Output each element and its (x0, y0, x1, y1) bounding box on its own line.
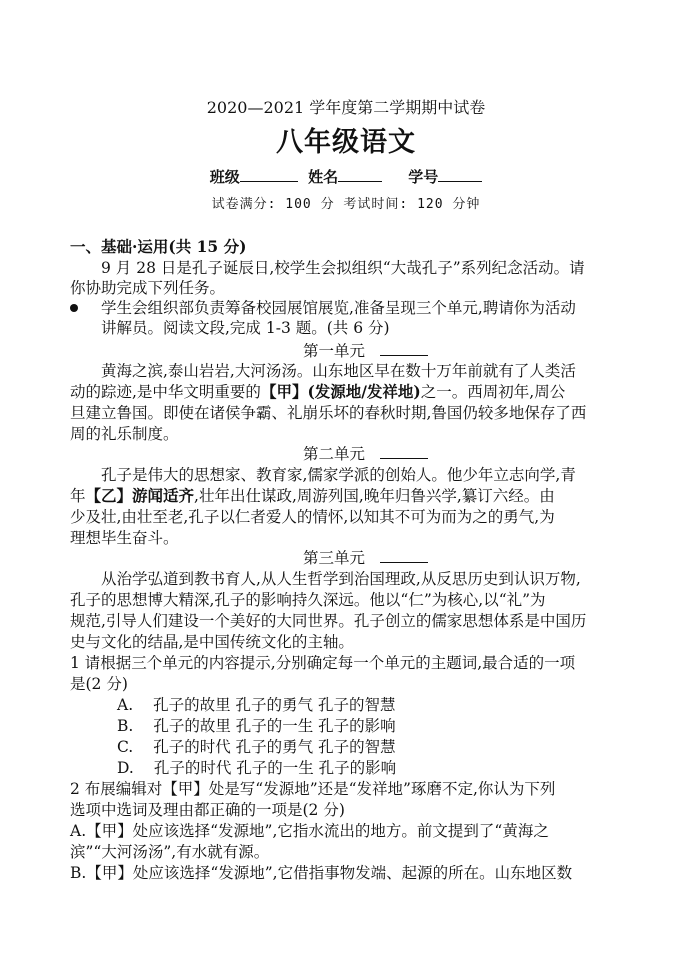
unit-heading (303, 444, 428, 464)
passage-line (70, 486, 555, 506)
option-text: 孔子的故里 孔子的一生 孔子的影响 (153, 717, 396, 735)
blank-jia: 【甲】(发源地/发祥地) (260, 382, 421, 401)
passage-line: 规范,引导人们建设一个美好的大同世界。孔子创立的儒家思想体系是中国历 (70, 612, 587, 630)
passage-text: 动的踪迹,是中华文明重要的 (70, 383, 261, 401)
exam-meta: 试卷满分: 100 分 考试时间: 120 分钟 (211, 197, 481, 212)
unit-label: 第二单元 (303, 445, 366, 463)
question-stem: 是(2 分) (70, 675, 128, 693)
option-a[interactable]: A.【甲】处应该选择“发源地”,它指水流出的地方。前文提到了“黄海之 (70, 822, 549, 840)
question-stem: 1 请根据三个单元的内容提示,分别确定每一个单元的主题词,最合适的一项 (70, 654, 576, 672)
passage-line: 理想毕生奋斗。 (70, 529, 179, 547)
passage-line: 旦建立鲁国。即使在诸侯争霸、礼崩乐坏的春秋时期,鲁国仍较多地保存了西 (70, 404, 587, 422)
class-blank[interactable] (240, 167, 298, 182)
passage-line: 少及壮,由壮至老,孔子以仁者爱人的情怀,以知其不可为而为之的勇气,为 (70, 508, 555, 526)
passage-line: 孔子的思想博大精深,孔子的影响持久深远。他以“仁”为核心,以“礼”为 (70, 591, 546, 609)
id-blank[interactable] (438, 167, 482, 182)
question-stem: 2 布展编辑对【甲】处是写“发源地”还是“发祥地”琢磨不定,你认为下列 (70, 780, 556, 798)
intro-line: 你协助完成下列任务。 (70, 279, 226, 297)
passage-line (70, 382, 565, 402)
option-letter: D. (117, 759, 134, 777)
id-label: 学号 (408, 168, 439, 186)
passage-line: 黄海之滨,泰山岩岩,大河汤汤。山东地区早在数十万年前就有了人类活 (101, 362, 576, 380)
unit-heading (303, 548, 428, 568)
name-blank[interactable] (338, 167, 382, 182)
option-a[interactable] (117, 695, 395, 715)
unit-theme-blank[interactable] (380, 341, 428, 356)
student-info-line (0, 167, 692, 187)
option-letter: B. (117, 717, 134, 735)
option-b[interactable]: B.【甲】处应该选择“发源地”,它借指事物发端、起源的所在。山东地区数 (70, 864, 573, 882)
option-d[interactable] (117, 758, 396, 778)
passage-line: 从治学弘道到教书育人,从人生哲学到治国理政,从反思历史到认识万物, (101, 570, 581, 588)
option-letter: C. (117, 738, 134, 756)
intro-line: 9 月 28 日是孔子诞辰日,校学生会拟组织“大哉孔子”系列纪念活动。请 (101, 259, 585, 277)
passage-text: 之一。西周初年,周公 (420, 383, 566, 401)
bullet-icon (70, 304, 78, 312)
passage-text: 年 (70, 487, 86, 505)
option-text: 孔子的时代 孔子的勇气 孔子的智慧 (153, 738, 396, 756)
unit-theme-blank[interactable] (380, 444, 428, 459)
passage-line: 周的礼乐制度。 (70, 425, 179, 443)
option-letter: A. (117, 696, 134, 714)
option-a-continued: 滨”“大河汤汤”,有水就有源。 (70, 843, 270, 861)
unit-theme-blank[interactable] (380, 548, 428, 563)
option-b[interactable] (117, 716, 396, 736)
passage-line: 史与文化的结晶,是中国传统文化的主轴。 (70, 633, 354, 651)
task-line: 讲解员。阅读文段,完成 1-3 题。(共 6 分) (101, 319, 390, 337)
unit-heading (303, 341, 428, 361)
subject-title: 八年级语文 (276, 127, 416, 158)
name-label: 姓名 (308, 168, 339, 186)
blank-yi: 【乙】游闻适齐 (85, 486, 195, 505)
option-text: 孔子的时代 孔子的一生 孔子的影响 (153, 759, 397, 777)
class-label: 班级 (209, 168, 240, 186)
question-stem: 选项中选词及理由都正确的一项是(2 分) (70, 801, 345, 819)
task-line: 学生会组织部负责筹备校园展馆展览,准备呈现三个单元,聘请你为活动 (101, 299, 576, 317)
unit-label: 第三单元 (303, 549, 366, 567)
exam-title: 2020—2021 学年度第二学期期中试卷 (206, 98, 486, 117)
section-heading: 一、基础·运用(共 15 分) (70, 237, 247, 256)
option-c[interactable] (117, 737, 396, 757)
unit-label: 第一单元 (303, 342, 366, 360)
passage-text: ,壮年出仕谋政,周游列国,晚年归鲁兴学,纂订六经。由 (194, 487, 555, 505)
option-text: 孔子的故里 孔子的勇气 孔子的智慧 (153, 696, 396, 714)
passage-line: 孔子是伟大的思想家、教育家,儒家学派的创始人。他少年立志向学,青 (101, 466, 576, 484)
